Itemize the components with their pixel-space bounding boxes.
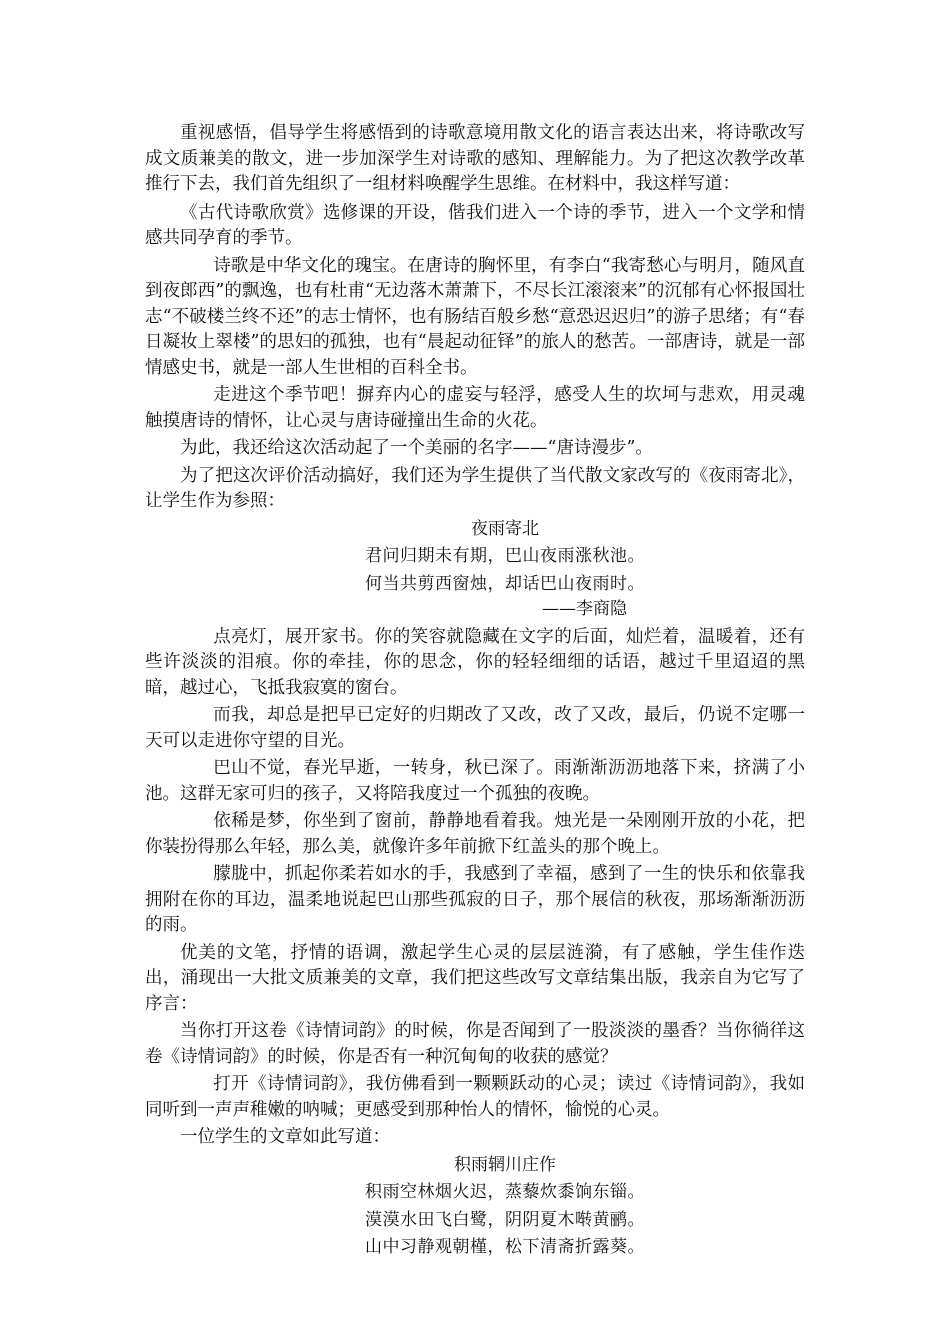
prose-paragraph: 巴山不觉，春光早逝，一转身，秋已深了。雨渐渐沥沥地落下来，挤满了小池。这群无家可归的孩子，又将陪我度过一个孤独的夜晚。 bbox=[145, 758, 805, 804]
paragraph-intro: 重视感悟，倡导学生将感悟到的诗歌意境用散文化的语言表达出来，将诗歌改写成文质兼美的散文，进一步加深学生对诗歌的感知、理解能力。为了把这次教学改革推行下去，我们首先组织了一组材料唤醒学生思维。在材料中，我这样写道： bbox=[145, 123, 805, 194]
poem-line: 何当共剪西窗烛，却话巴山夜雨时。 bbox=[365, 573, 645, 594]
paragraph-activity-name: 为此，我还给这次活动起了一个美丽的名字——“唐诗漫步”。 bbox=[180, 438, 653, 458]
poem-author: ——李商隐 bbox=[542, 599, 627, 619]
prose-paragraph: 依稀是梦，你坐到了窗前，静静地看着我。烛光是一朵刚刚开放的小花，把你装扮得那么年轻，那么美，就像许多年前掀下红盖头的那个晚上。 bbox=[145, 811, 805, 857]
paragraph-course: 《古代诗歌欣赏》选修课的开设，偕我们进入一个诗的季节，进入一个文学和情感共同孕育的季节。 bbox=[145, 202, 805, 248]
paragraph-student-intro: 一位学生的文章如此写道： bbox=[180, 1127, 390, 1147]
poem-line: 漠漠水田飞白鹭，阴阴夏木啭黄鹂。 bbox=[365, 1209, 645, 1230]
preface-paragraph: 当你打开这卷《诗情词韵》的时候，你是否闻到了一股淡淡的墨香？当你徜徉这卷《诗情词韵》的时候，你是否有一种沉甸甸的收获的感觉？ bbox=[145, 1021, 805, 1067]
preface-paragraph: 打开《诗情词韵》，我仿佛看到一颗颗跃动的心灵；读过《诗情词韵》，我如同听到一声声稚嫩的呐喊；更感受到那种怡人的情怀，愉悦的心灵。 bbox=[145, 1074, 805, 1120]
paragraph-poetry-treasure: 诗歌是中华文化的瑰宝。在唐诗的胸怀里，有李白“我寄愁心与明月，随风直到夜郎西”的飘逸，也有杜甫“无边落木萧萧下，不尽长江滚滚来”的沉郁有心怀报国壮志“不破楼兰终不还”的志士情怀，也有肠结百般乡愁“意恐迟迟归”的游子思绪；有“春日凝妆上翠楼”的思妇的孤独，也有“晨起动征铎”的旅人的愁苦。一部唐诗，就是一部情感史书，就是一部人生世相的百科全书。 bbox=[145, 255, 805, 378]
paragraph-enter-season: 走进这个季节吧！摒弃内心的虚妄与轻浮，感受人生的坎坷与悲欢，用灵魂触摸唐诗的情怀，让心灵与唐诗碰撞出生命的火花。 bbox=[145, 385, 805, 431]
poem-jiyu-wangchuan bbox=[145, 1153, 805, 1261]
document-body bbox=[145, 121, 805, 1261]
paragraph-reference: 为了把这次评价活动搞好，我们还为学生提供了当代散文家改写的《夜雨寄北》，让学生作为参照： bbox=[145, 465, 805, 511]
prose-paragraph: 而我，却总是把早已定好的归期改了又改，改了又改，最后，仍说不定哪一天可以走进你守望的目光。 bbox=[145, 705, 805, 751]
prose-paragraph: 点亮灯，展开家书。你的笑容就隐藏在文字的后面，灿烂着，温暖着，还有些许淡淡的泪痕。你的牵挂，你的思念，你的轻轻细细的话语，越过千里迢迢的黑暗，越过心，飞抵我寂寞的窗台。 bbox=[145, 626, 805, 698]
poem-line: 君问归期未有期，巴山夜雨涨秋池。 bbox=[365, 546, 645, 566]
paragraph-after-prose: 优美的文笔，抒情的语调，激起学生心灵的层层涟漪，有了感触，学生佳作迭出，涌现出一大批文质兼美的文章，我们把这些改写文章结集出版，我亲自为它写了序言： bbox=[145, 942, 805, 1014]
poem-line: 积雨空林烟火迟，蒸藜炊黍饷东锱。 bbox=[365, 1182, 645, 1202]
prose-paragraph: 朦胧中，抓起你柔若如水的手，我感到了幸福，感到了一生的快乐和依靠我拥附在你的耳边，温柔地说起巴山那些孤寂的日子，那个展信的秋夜，那场渐渐沥沥的雨。 bbox=[145, 864, 805, 935]
poem-yeyu-jibei bbox=[145, 517, 805, 623]
poem-title: 夜雨寄北 bbox=[471, 518, 539, 539]
poem-title: 积雨辋川庄作 bbox=[454, 1154, 556, 1175]
poem-line: 山中习静观朝槿，松下清斋折露葵。 bbox=[365, 1237, 645, 1257]
